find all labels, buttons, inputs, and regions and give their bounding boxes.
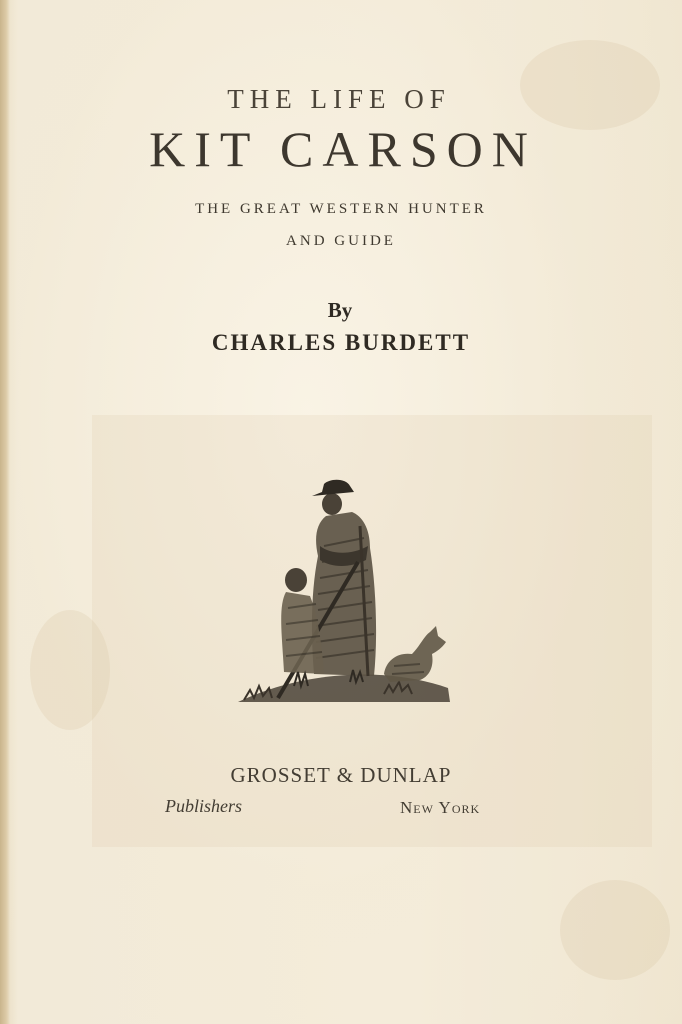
subtitle-line-2: AND GUIDE — [286, 233, 396, 249]
hunter-hat — [312, 480, 354, 496]
publishers-label: Publishers — [165, 796, 243, 816]
publisher-name: GROSSET & DUNLAP — [230, 763, 452, 787]
author-name: CHARLES BURDETT — [211, 330, 471, 355]
subtitle-line-1: THE GREAT WESTERN HUNTER — [195, 201, 487, 217]
title-line-2: KIT CARSON — [149, 121, 537, 177]
foxing-stain — [560, 880, 670, 980]
title-line-1: THE LIFE OF — [227, 84, 451, 114]
hunter-head — [322, 493, 342, 515]
child-head — [285, 568, 307, 592]
woodcut-illustration — [234, 476, 454, 708]
publisher-city: New York — [400, 798, 481, 817]
by-line: By — [327, 298, 353, 322]
